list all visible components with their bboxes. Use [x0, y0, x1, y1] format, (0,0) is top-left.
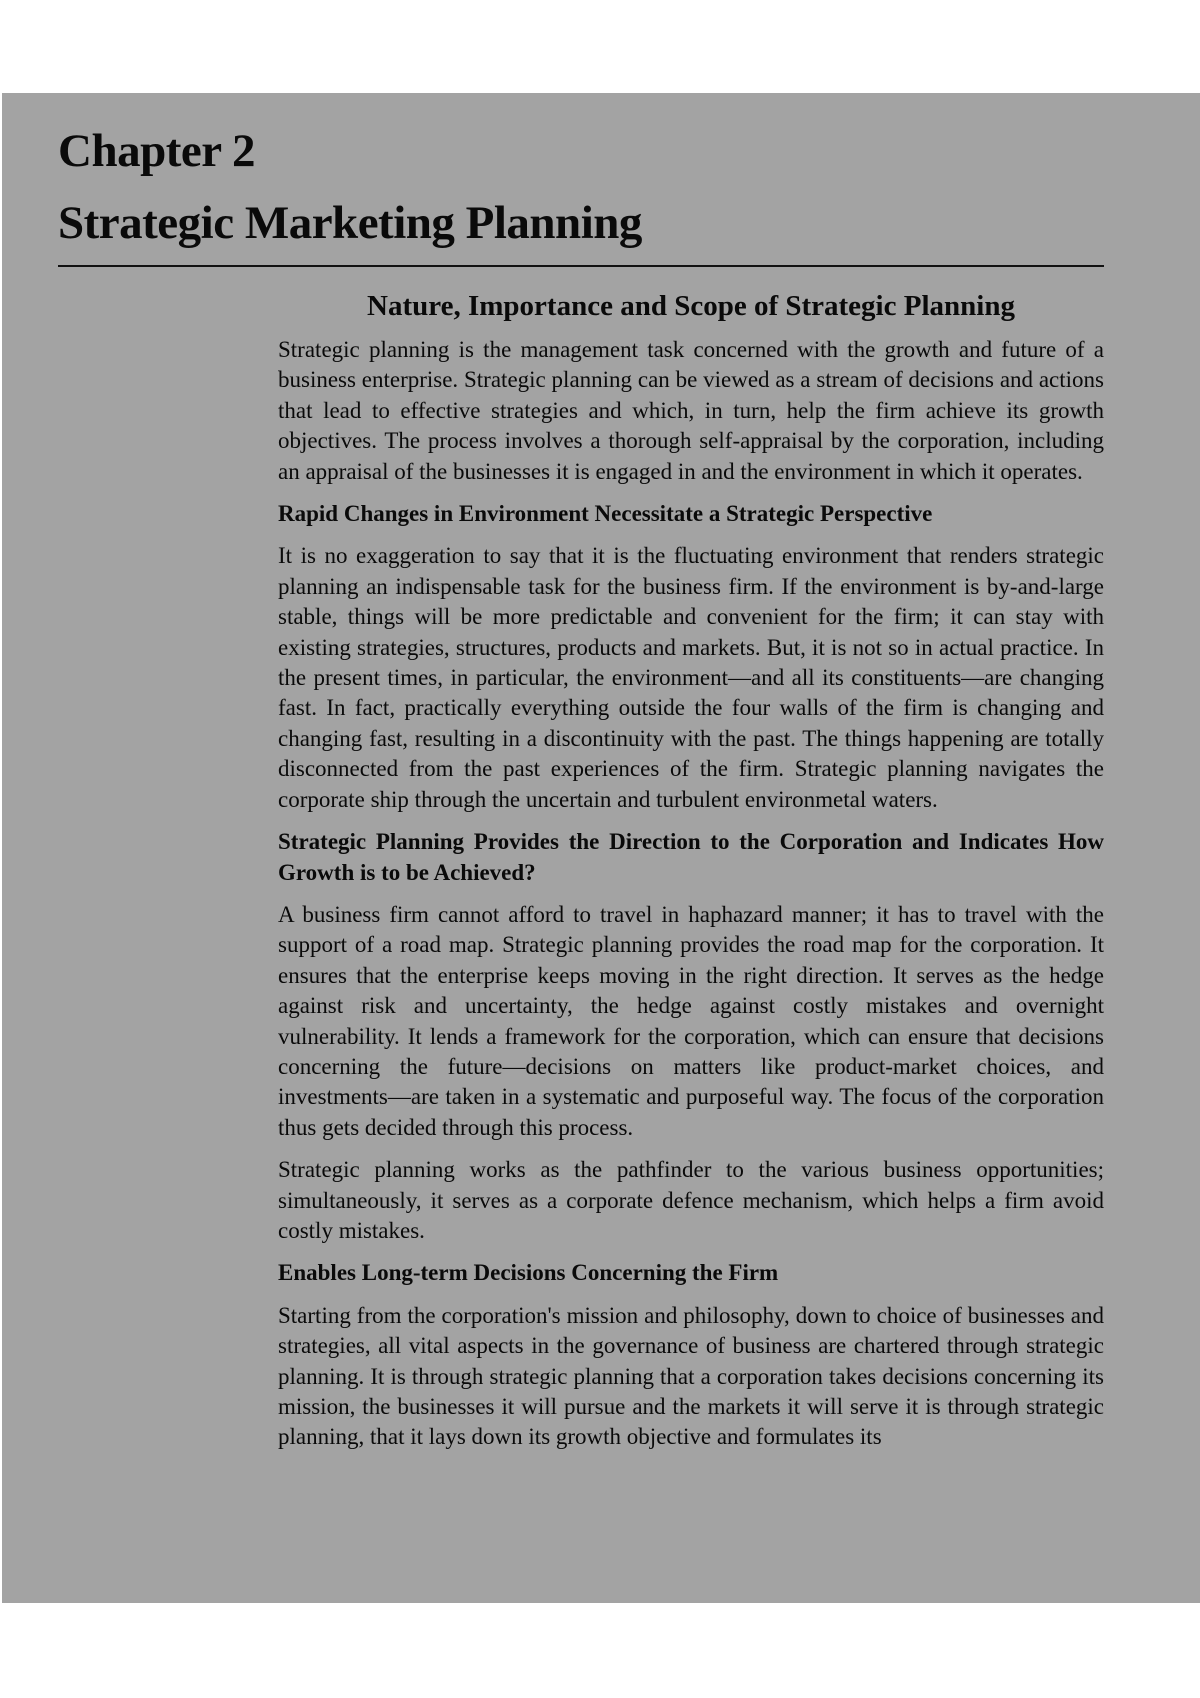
subsection-heading-environment: Rapid Changes in Environment Necessitate a Strategic Perspective: [278, 501, 933, 527]
chapter-header: [58, 123, 1104, 251]
intro-paragraph: Strategic planning is the management task concerned with the growth and future of a business enterprise. Strategic planning can be viewed as a stream of decisions and actions that lead to effective strategies and which, in turn, help the firm achieve its growth objectives. The process involves a thorough self-appraisal by the corporation, including an appraisal of the businesses it is engaged in and the environment in which it operates.: [278, 337, 1104, 484]
subsection-heading-direction: Strategic Planning Provides the Direction to the Corporation and Indicates How Growth is to be Achieved?: [278, 829, 1104, 885]
section-title: Nature, Importance and Scope of Strategic Planning: [367, 290, 1015, 322]
book-page: [2, 93, 1200, 1603]
paragraph-long-term: Starting from the corporation's mission and philosophy, down to choice of businesses and strategies, all vital aspects in the governance of business are chartered through strategic planning. It is through strategic planning that a corporation takes decisions concerning its mission, the businesses it will pursue and the markets it will serve it is through strategic planning, that it lays down its growth objective and formulates its: [278, 1302, 1104, 1450]
chapter-title: Strategic Marketing Planning: [58, 197, 642, 249]
chapter-number: Chapter 2: [58, 125, 255, 177]
chapter-divider: [58, 265, 1104, 267]
subsection-heading-long-term: Enables Long-term Decisions Concerning the Firm: [278, 1260, 779, 1286]
paragraph-direction-1: A business firm cannot afford to travel in haphazard manner; it has to travel with the support of a road map. Strategic planning provides the road map for the corporation. It ensures that the enterprise keeps moving in the right direction. It serves as the hedge against risk and uncertainty, the hedge against costly mistakes and overnight vulnerability. It lends a framework for the corporation, which can ensure that decisions concerning the future—decisions on matters like product-market choices, and investments—are taken in a systematic and purposeful way. The focus of the corporation thus gets decided through this process.: [278, 901, 1104, 1140]
paragraph-direction-2: Strategic planning works as the pathfinder to the various business opportunities; simultaneously, it serves as a corporate defence mechanism, which helps a firm avoid costly mistakes.: [278, 1157, 1104, 1243]
page-body: [278, 289, 1104, 1465]
paragraph-environment: It is no exaggeration to say that it is the fluctuating environment that renders strategic planning an indispensable task for the business firm. If the environment is by-and-large stable, things will be more predictable and convenient for the firm; it can stay with existing strategies, structures, products and markets. But, it is not so in actual practice. In the present times, in particular, the environment—and all its constituents—are changing fast. In fact, practically everything outside the four walls of the firm is changing and changing fast, resulting in a discontinuity with the past. The things happening are totally disconnected from the past experiences of the firm. Strategic planning navigates the corporate ship through the uncertain and turbulent environmetal waters.: [278, 543, 1104, 812]
